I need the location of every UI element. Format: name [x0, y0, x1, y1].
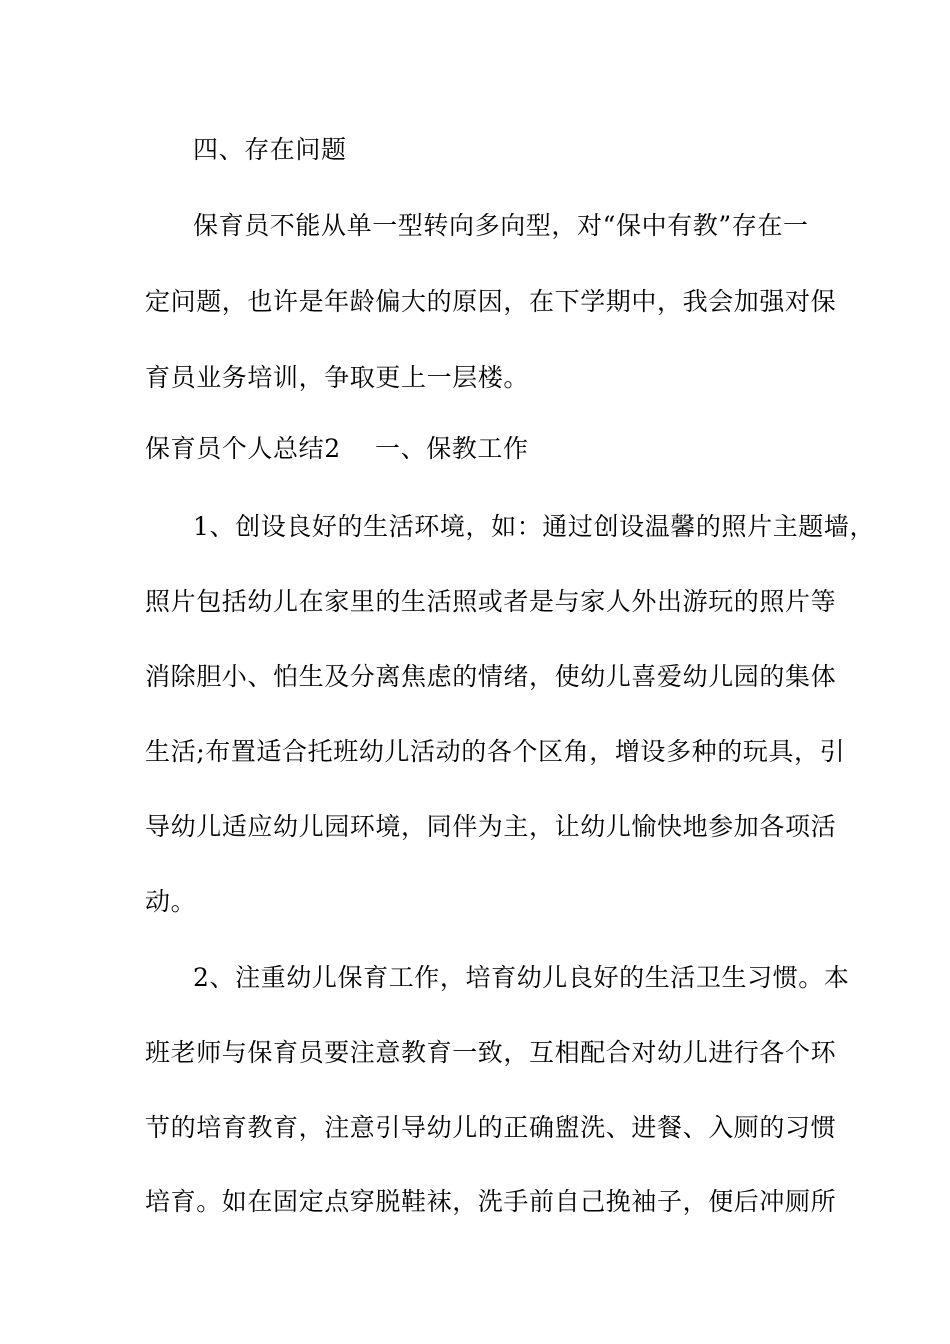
summary-title: 保育员个人总结2 [145, 434, 341, 463]
paragraph-line: 导幼儿适应幼儿园环境，同伴为主，让幼儿愉快地参加各项活 [145, 812, 837, 841]
paragraph-line: 2、注重幼儿保育工作，培育幼儿良好的生活卫生习惯。本 [193, 963, 850, 992]
paragraph-line: 育员业务培训，争取更上一层楼。 [145, 363, 530, 392]
paragraph-line: 定问题，也许是年龄偏大的原因，在下学期中，我会加强对保 [145, 287, 837, 316]
paragraph-line: 节的培育教育，注意引导幼儿的正确盥洗、进餐、入厕的习惯 [145, 1113, 837, 1142]
paragraph-line: 培育。如在固定点穿脱鞋袜，洗手前自己挽袖子，便后冲厕所 [145, 1187, 837, 1216]
summary-subheading: 一、保教工作 [375, 434, 529, 463]
paragraph-line: 班老师与保育员要注意教育一致，互相配合对幼儿进行各个环 [145, 1038, 837, 1067]
paragraph-line: 消除胆小、怕生及分离焦虑的情绪，使幼儿喜爱幼儿园的集体 [145, 662, 837, 691]
paragraph-line: 照片包括幼儿在家里的生活照或者是与家人外出游玩的照片等 [145, 587, 837, 616]
paragraph-line: 1、创设良好的生活环境，如：通过创设温馨的照片主题墙， [193, 512, 876, 541]
paragraph-line: 生活;布置适合托班幼儿活动的各个区角，增设多种的玩具，引 [145, 737, 846, 766]
paragraph-line: 保育员不能从单一型转向多向型，对“保中有教”存在一 [193, 211, 809, 240]
paragraph-line: 动。 [145, 887, 197, 916]
section-heading: 四、存在问题 [193, 135, 347, 164]
